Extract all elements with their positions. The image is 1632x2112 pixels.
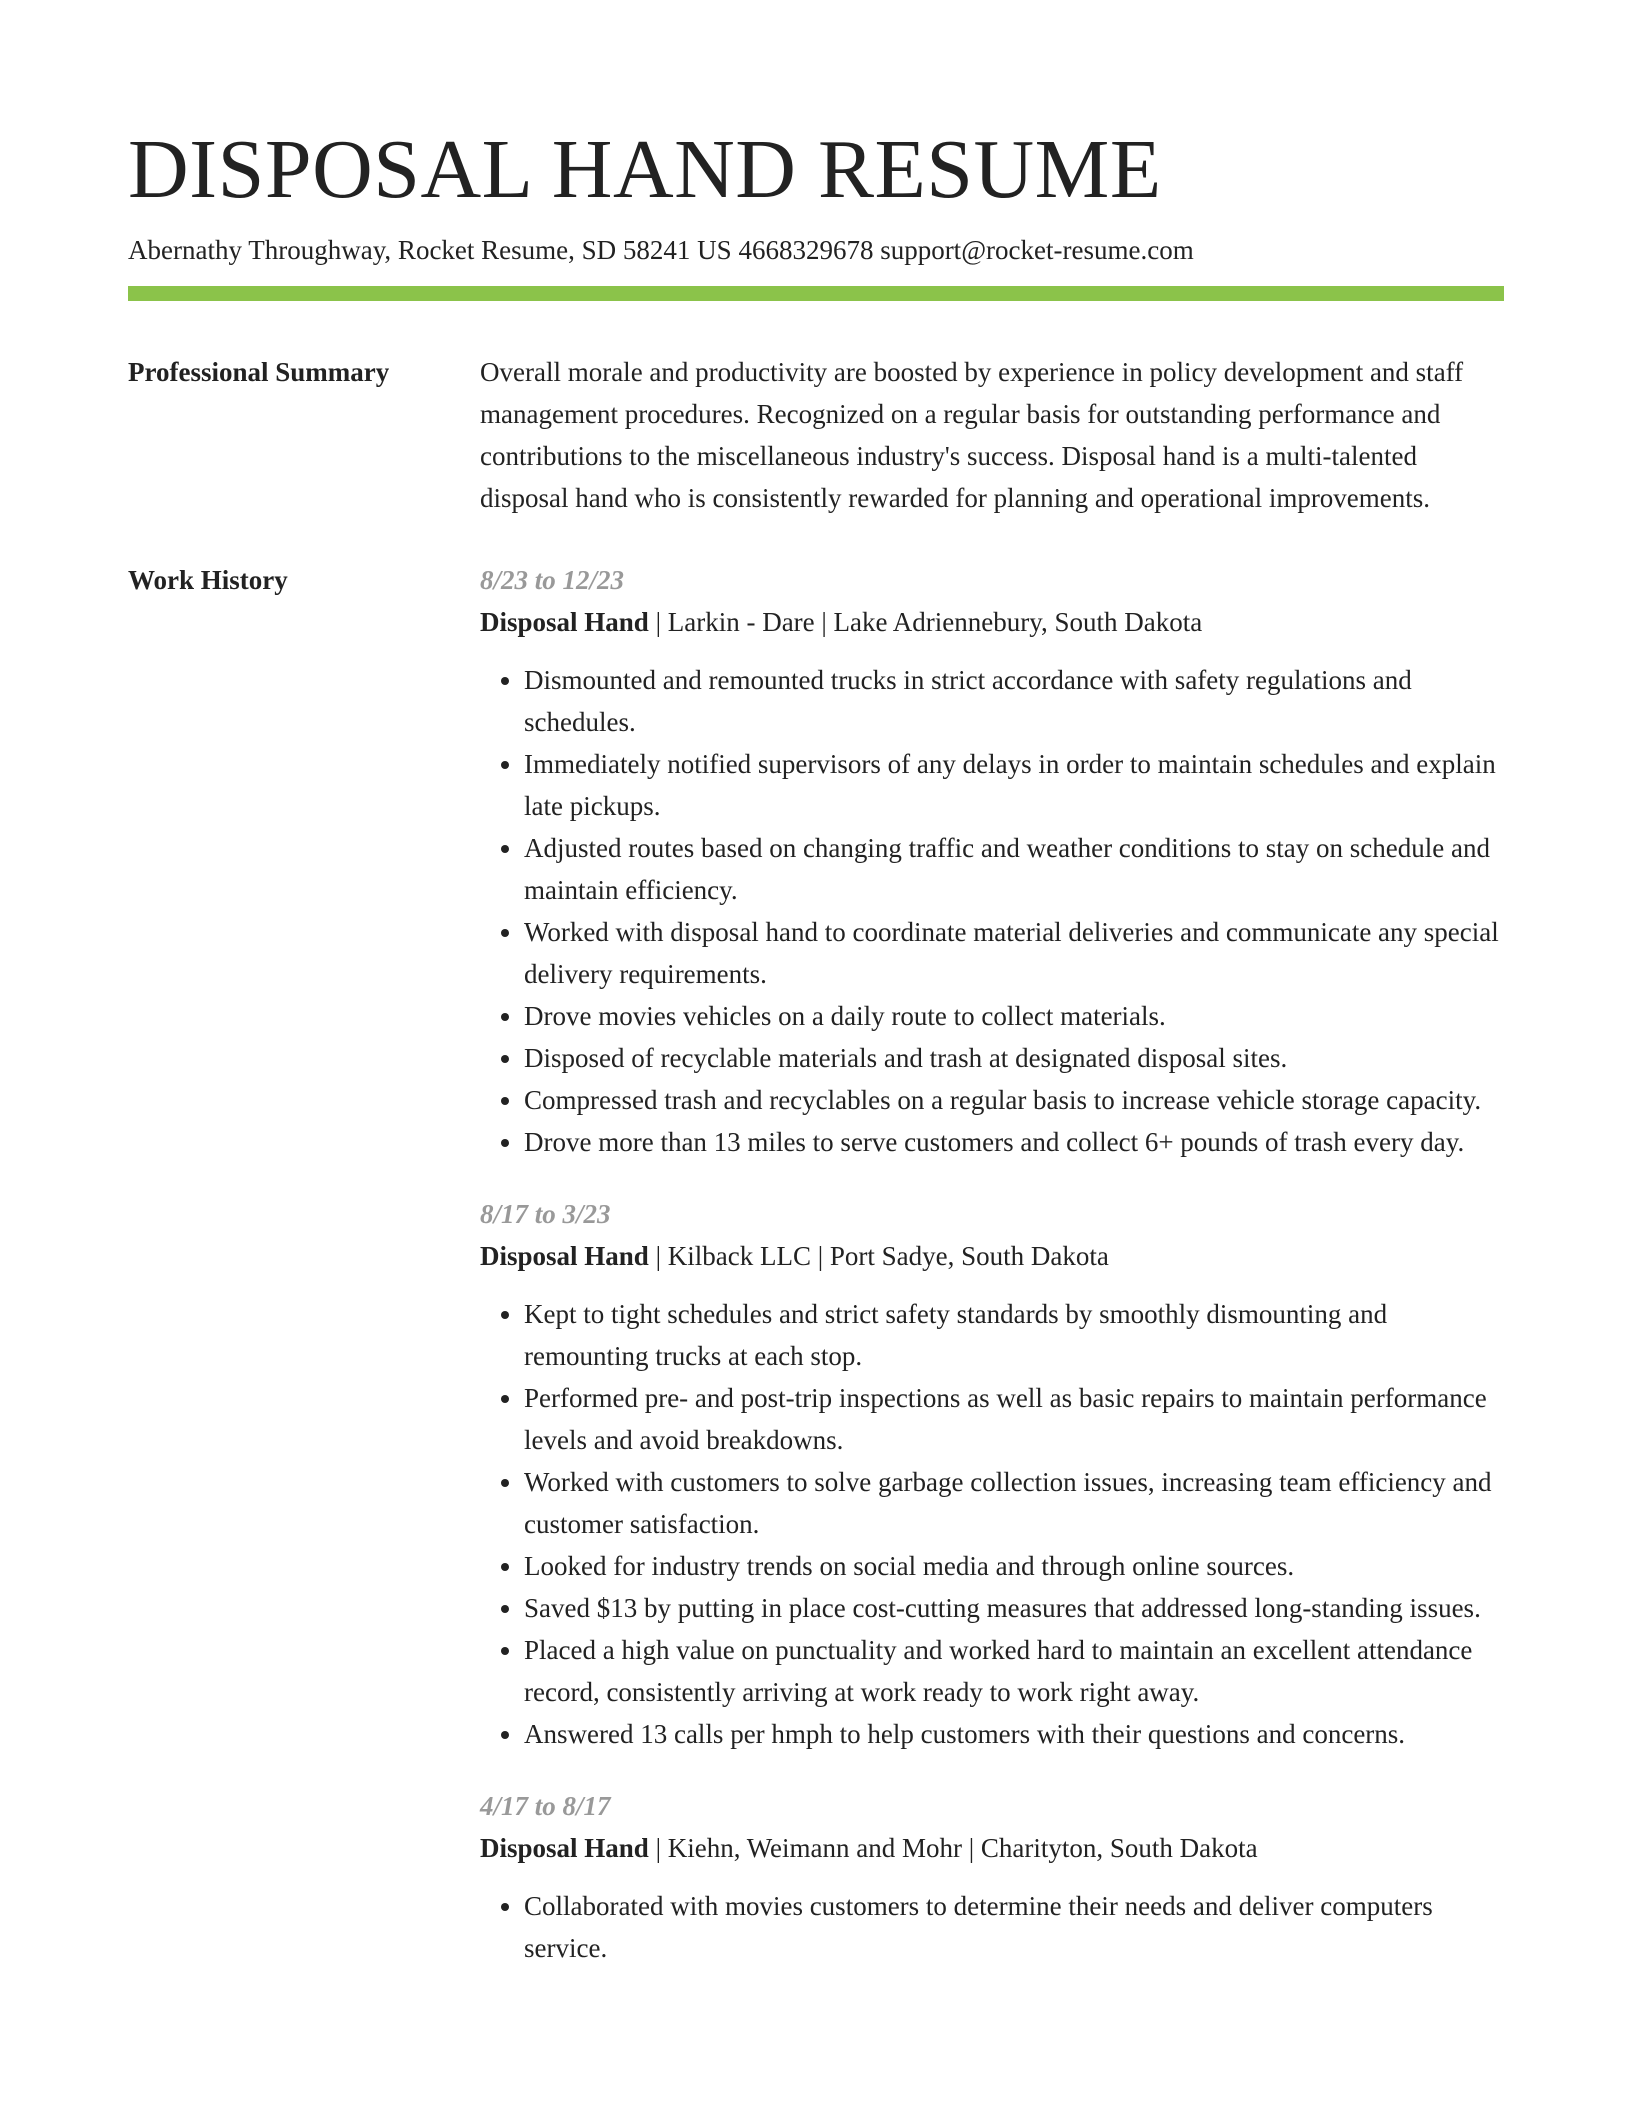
job-title-line bbox=[480, 1827, 1504, 1869]
job-bullet: • Worked with disposal hand to coordinate material deliveries and communicate any special delivery requirements. bbox=[524, 911, 1504, 995]
job-dates: 8/17 to 3/23 bbox=[480, 1199, 611, 1229]
resume-document bbox=[128, 118, 1504, 1969]
resume-title: DISPOSAL HAND RESUME bbox=[128, 123, 1162, 216]
job-bullet: • Collaborated with movies customers to determine their needs and deliver computers service. bbox=[524, 1885, 1504, 1969]
professional-summary-section bbox=[128, 351, 1504, 519]
job-bullet: • Placed a high value on punctuality and worked hard to maintain an excellent attendance record, consistently arriving at work ready to work right away. bbox=[524, 1629, 1504, 1713]
contact-address: Abernathy Throughway, Rocket Resume, SD 58241 US bbox=[128, 235, 732, 265]
contact-phone: 4668329678 bbox=[738, 235, 874, 265]
job-title: Disposal Hand bbox=[480, 1833, 649, 1863]
contact-email: support@rocket-resume.com bbox=[880, 235, 1194, 265]
job-entry bbox=[480, 1785, 1504, 1969]
job-bullet: • Compressed trash and recyclables on a regular basis to increase vehicle storage capacity. bbox=[524, 1079, 1504, 1121]
job-entry bbox=[480, 559, 1504, 1163]
job-bullet: • Adjusted routes based on changing traffic and weather conditions to stay on schedule and maintain efficiency. bbox=[524, 827, 1504, 911]
section-heading-summary: Professional Summary bbox=[128, 357, 390, 387]
job-bullet: • Drove more than 13 miles to serve customers and collect 6+ pounds of trash every day. bbox=[524, 1121, 1504, 1163]
job-dates: 8/23 to 12/23 bbox=[480, 565, 625, 595]
job-bullet: • Kept to tight schedules and strict safety standards by smoothly dismounting and remounting trucks at each stop. bbox=[524, 1293, 1504, 1377]
job-employer-location: | Larkin - Dare | Lake Adriennebury, South Dakota bbox=[648, 607, 1203, 637]
job-bullet: • Drove movies vehicles on a daily route to collect materials. bbox=[524, 995, 1504, 1037]
job-title: Disposal Hand bbox=[480, 607, 649, 637]
job-employer-location: | Kilback LLC | Port Sadye, South Dakota bbox=[648, 1241, 1109, 1271]
job-bullet-list bbox=[480, 659, 1504, 1163]
job-bullet: • Performed pre- and post-trip inspections as well as basic repairs to maintain performance levels and avoid breakdowns. bbox=[524, 1377, 1504, 1461]
job-bullet: • Dismounted and remounted trucks in strict accordance with safety regulations and schedules. bbox=[524, 659, 1504, 743]
job-bullet-list bbox=[480, 1885, 1504, 1969]
summary-text: Overall morale and productivity are boosted by experience in policy development and staff management procedures. Recognized on a regular basis for outstanding performance and contributions to the miscellaneous industry's success. Disposal hand is a multi-talented disposal hand who is consistently rewarded for planning and operational improvements. bbox=[480, 357, 1464, 513]
job-employer-location: | Kiehn, Weimann and Mohr | Charityton, South Dakota bbox=[648, 1833, 1258, 1863]
job-title: Disposal Hand bbox=[480, 1241, 649, 1271]
job-bullet-list bbox=[480, 1293, 1504, 1755]
job-bullet: • Answered 13 calls per hmph to help customers with their questions and concerns. bbox=[524, 1713, 1504, 1755]
job-dates: 4/17 to 8/17 bbox=[480, 1791, 611, 1821]
work-history-section bbox=[128, 559, 1504, 1969]
job-bullet: • Disposed of recyclable materials and trash at designated disposal sites. bbox=[524, 1037, 1504, 1079]
header-divider bbox=[128, 286, 1504, 301]
work-history-body bbox=[480, 559, 1504, 1969]
job-bullet: • Worked with customers to solve garbage collection issues, increasing team efficiency and customer satisfaction. bbox=[524, 1461, 1504, 1545]
contact-line bbox=[128, 232, 1504, 268]
job-entry bbox=[480, 1193, 1504, 1755]
summary-body bbox=[480, 351, 1504, 519]
job-bullet: • Looked for industry trends on social media and through online sources. bbox=[524, 1545, 1504, 1587]
job-bullet: • Immediately notified supervisors of any delays in order to maintain schedules and explain late pickups. bbox=[524, 743, 1504, 827]
section-heading-work-history: Work History bbox=[128, 565, 288, 595]
job-bullet: • Saved $13 by putting in place cost-cutting measures that addressed long-standing issues. bbox=[524, 1587, 1504, 1629]
job-title-line bbox=[480, 1235, 1504, 1277]
job-title-line bbox=[480, 601, 1504, 643]
